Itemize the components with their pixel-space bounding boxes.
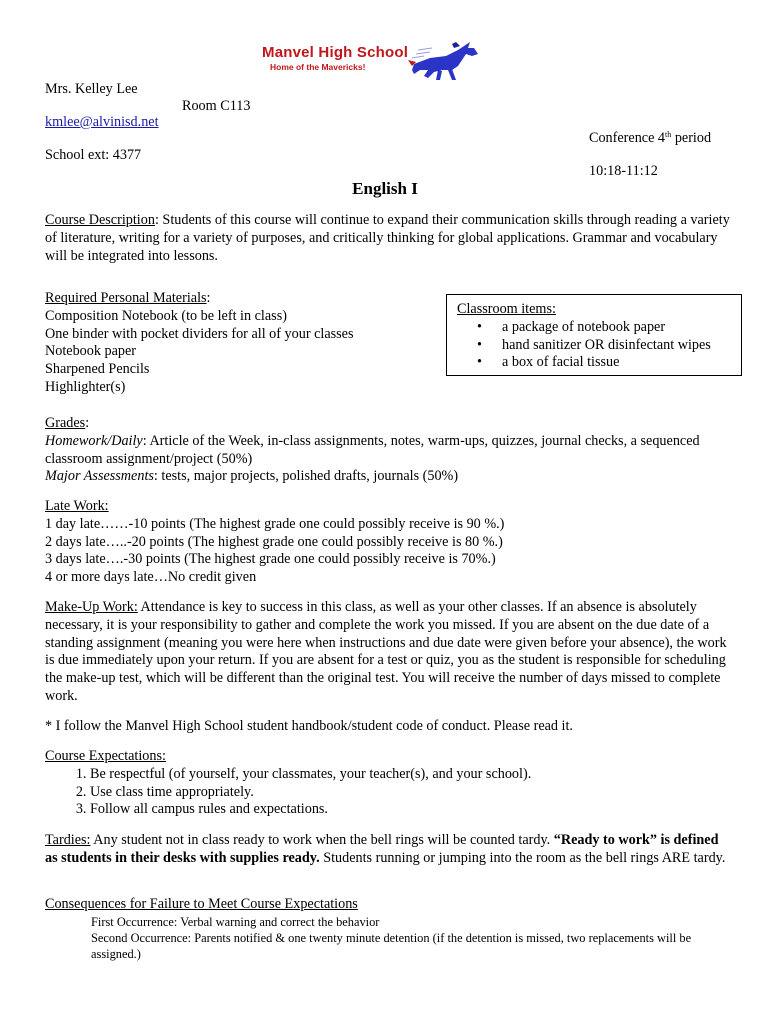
classroom-item: • a package of notebook paper — [502, 319, 731, 337]
course-description — [45, 212, 730, 265]
major-text: : tests, major projects, polished drafts, journals (50%) — [153, 468, 459, 485]
expectations-section — [45, 748, 730, 819]
late-work-line: 1 day late……-10 points (The highest grade one could possibly receive is 90 %.) — [45, 515, 505, 532]
expectation-item: 2. Use class time appropriately. — [90, 784, 730, 802]
school-ext: School ext: 4377 — [45, 147, 142, 163]
conference-ordinal: th — [665, 130, 672, 139]
email-link[interactable]: kmlee@alvinisd.net — [45, 114, 159, 130]
logo-school-name: Manvel High School — [262, 44, 409, 61]
makeup-text: Attendance is key to success in this class, as well as your other classes. If an absence is absolutely necessary, it is your responsibility to gather and complete the work you missed. If you are absent on the due date of a standing assignment (meaning you were here when instructions and due date were given before your absence), the work is due immediately upon your return. If you are absent for a test or quiz, you as the student is responsible for scheduling the make-up test, which will be different than the original test. You will receive the number of days missed to complete work. — [45, 599, 727, 704]
grades-homework — [45, 433, 730, 469]
teacher-name: Mrs. Kelley Lee — [45, 81, 138, 97]
room-number: Room C113 — [182, 98, 251, 114]
grades-major — [45, 468, 730, 486]
makeup-work-section — [45, 599, 730, 706]
course-description-label: Course Description — [45, 212, 155, 228]
makeup-label: Make-Up Work: — [45, 599, 138, 615]
materials-colon: : — [206, 290, 211, 306]
materials-label: Required Personal Materials — [45, 290, 207, 306]
conference-label: Conference 4 — [589, 130, 666, 146]
expectation-item: 3. Follow all campus rules and expectations. — [90, 801, 730, 819]
grades-section — [45, 415, 730, 486]
tardies-bold-definition: “Ready to work” is defined as students in their desks with supplies ready. — [45, 832, 719, 866]
late-work-line: 3 days late….-30 points (The highest grade one could possibly receive is 70%.) — [45, 551, 496, 568]
tardies-text-end: Students running or jumping into the room as the bell rings ARE tardy. — [319, 849, 726, 866]
classroom-item: • hand sanitizer OR disinfectant wipes — [502, 337, 731, 355]
tardies-text: Any student not in class ready to work when the bell rings will be counted tardy. — [90, 832, 554, 848]
consequence-line: Second Occurrence: Parents notified & one twenty minute detention (if the detention is missed, two replacements will be assigned.) — [91, 930, 692, 961]
grades-colon: : — [85, 415, 90, 431]
late-work-section — [45, 498, 730, 587]
expectation-item: 1. Be respectful (of yourself, your classmates, your teacher(s), and your school). — [90, 766, 730, 784]
consequences-label: Consequences for Failure to Meet Course Expectations — [45, 896, 358, 912]
required-materials — [45, 290, 435, 397]
materials-heading — [45, 290, 435, 308]
school-logo — [256, 40, 484, 82]
tardies-section — [45, 832, 730, 868]
late-work-line: 2 days late…..-20 points (The highest grade one could possibly receive is 80 %.) — [45, 533, 503, 550]
mustang-horse-icon — [408, 40, 484, 82]
grades-label: Grades — [45, 415, 86, 431]
conference-period — [589, 130, 711, 148]
classroom-items-list — [457, 319, 731, 372]
materials-item: Highlighter(s) — [45, 378, 126, 395]
tardies-label: Tardies: — [45, 832, 91, 848]
classroom-item: • a box of facial tissue — [502, 354, 731, 372]
materials-item: Notebook paper — [45, 343, 137, 360]
homework-text: : Article of the Week, in-class assignments, notes, warm-ups, quizzes, journal checks, a sequenced classroom assignment/project (50%) — [45, 432, 700, 467]
late-work-line: 4 or more days late…No credit given — [45, 569, 257, 586]
materials-item: One binder with pocket dividers for all of your classes — [45, 325, 354, 342]
course-description-text: : Students of this course will continue to expand their communication skills through reading a variety of literature, writing for a variety of purposes, and critically thinking for global applications. Grammar and vocabulary will be integrated into lessons. — [45, 212, 730, 264]
course-title: English I — [352, 179, 418, 198]
logo-tagline: Home of the Mavericks! — [270, 62, 366, 72]
expectations-list — [45, 766, 730, 819]
materials-item: Composition Notebook (to be left in class) — [45, 307, 287, 324]
expectations-label: Course Expectations: — [45, 748, 166, 764]
classroom-items-box — [446, 294, 742, 376]
major-label: Major Assessments — [45, 468, 154, 485]
homework-label: Homework/Daily — [45, 432, 143, 449]
conference-time: 10:18-11:12 — [589, 163, 658, 179]
consequences-section — [45, 896, 730, 962]
handbook-note: * I follow the Manvel High School student handbook/student code of conduct. Please read it. — [45, 718, 573, 734]
materials-item: Sharpened Pencils — [45, 361, 150, 378]
conference-period-word: period — [671, 130, 712, 146]
classroom-items-label: Classroom items: — [457, 301, 556, 317]
late-work-label: Late Work: — [45, 498, 109, 514]
logo-text — [262, 44, 408, 72]
consequence-line: First Occurrence: Verbal warning and correct the behavior — [91, 914, 380, 929]
grades-heading — [45, 415, 730, 433]
